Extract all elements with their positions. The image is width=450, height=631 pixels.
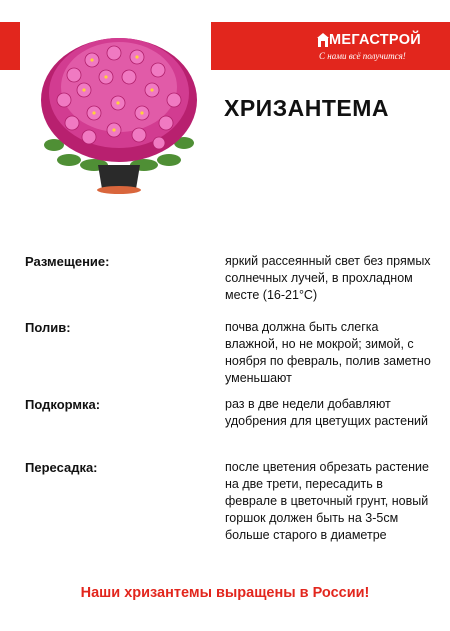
product-title: ХРИЗАНТЕМА (224, 95, 390, 121)
origin-note: Наши хризантемы выращены в России! (80, 585, 370, 601)
care-value: после цветения обрезать растение на две трети, пересадить в феврале в цветочный грунт, новый горшок должен быть на 3-5см больше старого в диаметре (225, 460, 429, 542)
care-label: Пересадка: (25, 460, 98, 475)
chrysanthemum-photo (34, 15, 204, 195)
care-label: Размещение: (25, 254, 110, 269)
house-icon (317, 33, 329, 47)
brand-name: МЕГАСТРОЙ (329, 32, 422, 48)
care-value: раз в две недели добавляют удобрения для цветущих растений (225, 397, 428, 428)
care-value: яркий рассеянный свет без прямых солнечных лучей, в прохладном месте (16-21°С) (225, 254, 431, 302)
header-band-left (0, 22, 20, 70)
brand-slogan: С нами всё получится! (319, 51, 406, 61)
care-label: Полив: (25, 320, 71, 335)
flower-pot (97, 165, 141, 194)
care-value: почва должна быть слегка влажной, но не мокрой; зимой, с ноября по февраль, полив заметно уменьшают (225, 320, 431, 385)
brand-logo (317, 32, 427, 68)
care-label: Подкормка: (25, 397, 101, 412)
